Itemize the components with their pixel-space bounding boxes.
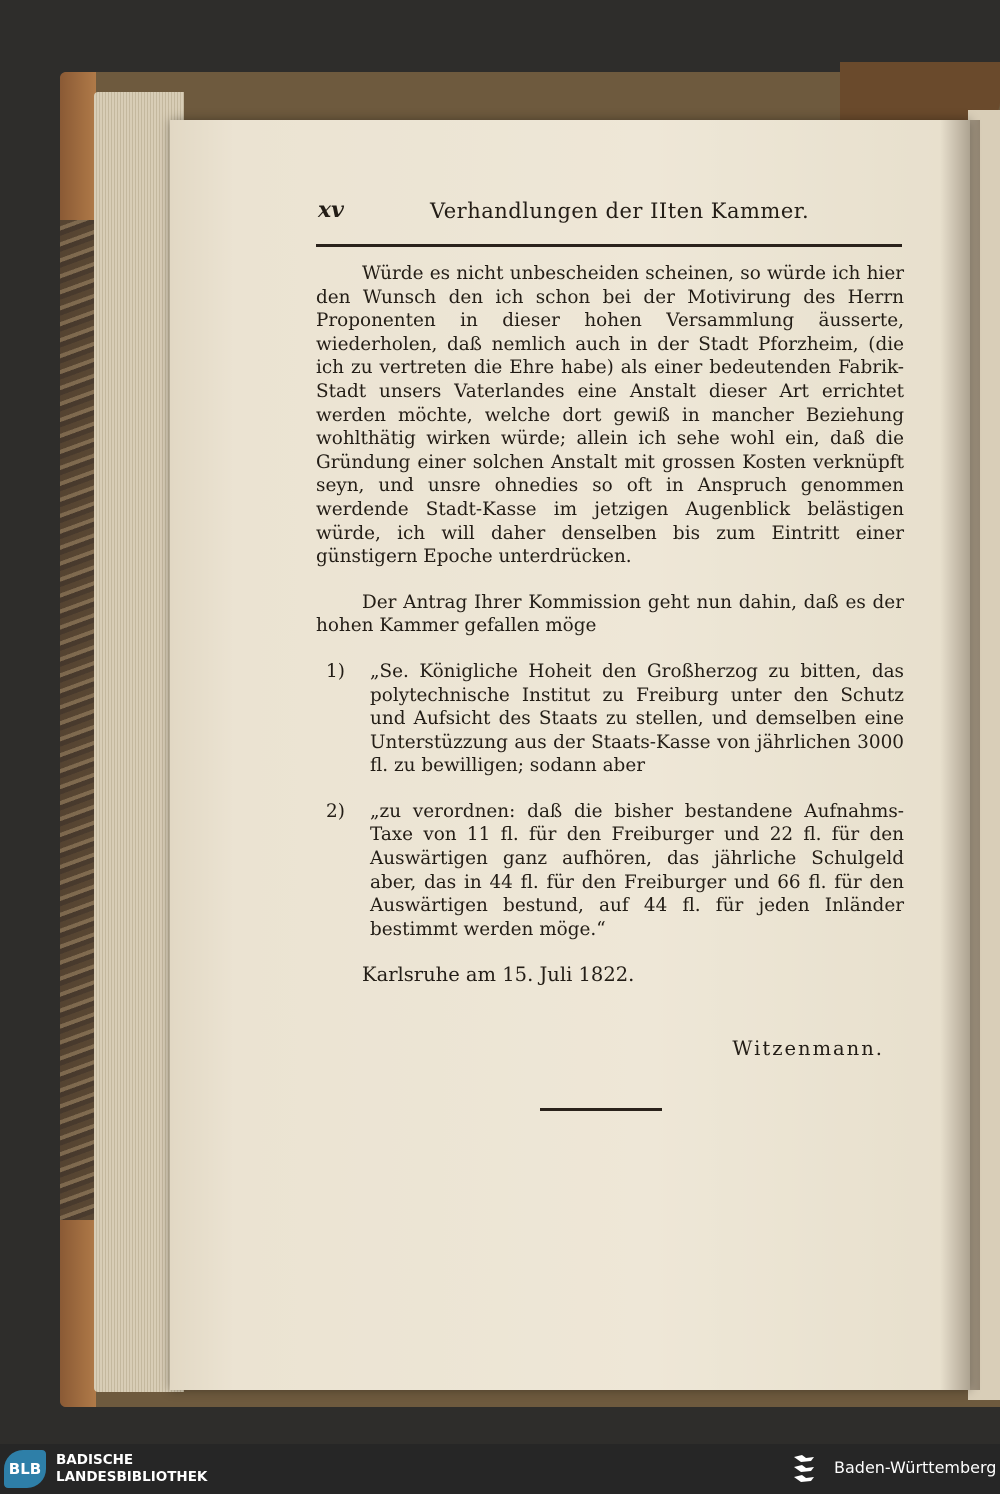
item-text: „Se. Königliche Hoheit den Großherzog zu bitten, das polytechnische Institut zu Freiburg unter den Schutz und Aufsicht des Staats zu stellen, und demselben eine Unterstüzzung aus der Staats-Kasse von jährlichen 3000 fl. zu bewilligen; sodann aber <box>370 660 904 777</box>
marbled-board <box>60 220 98 1220</box>
item-text: „zu verordnen: daß die bisher bestandene Aufnahms-Taxe von 11 fl. für den Freiburger und 22 fl. für den Auswärtigen ganz aufhören, das jährliche Schulgeld aber, das in 44 fl. für den Freiburger und 66 fl. für den Auswärtigen bestund, auf 44 fl. für jeden Inländer bestimmt werden möge.“ <box>370 800 904 940</box>
closing-rule <box>540 1108 662 1111</box>
baden-wuerttemberg-lions-icon <box>790 1451 820 1487</box>
signature: Witzenmann. <box>732 1037 884 1061</box>
list-item <box>316 800 904 942</box>
library-name-line-1: BADISCHE <box>56 1452 134 1468</box>
item-number: 2) <box>326 800 345 822</box>
page-body <box>316 262 904 1061</box>
paragraph: Der Antrag Ihrer Kommission geht nun dahin, daß es der hohen Kammer gefallen möge <box>316 591 904 637</box>
list-item <box>316 660 904 778</box>
library-name[interactable] <box>56 1452 207 1486</box>
header-rule <box>316 244 902 247</box>
library-name-line-2: LANDESBIBLIOTHEK <box>56 1469 208 1485</box>
page-number: xv <box>318 197 344 223</box>
running-head <box>318 197 908 237</box>
blb-logo[interactable]: BLB <box>4 1450 46 1488</box>
item-number: 1) <box>326 660 345 682</box>
place-date: Karlsruhe am 15. Juli 1822. <box>362 963 635 987</box>
paragraph: Würde es nicht unbescheiden scheinen, so würde ich hier den Wunsch den ich schon bei der Motivirung des Herrn Proponenten in dieser hohen Versammlung äusserte, wiederholen, daß nemlich auch in der Stadt Pforzheim, (die ich zu vertreten die Ehre habe) als einer bedeutenden Fabrik-Stadt unsers Vaterlandes eine Anstalt dieser Art errichtet werden möchte, welche dort gewiß in mancher Beziehung wohlthätig wirken würde; allein ich sehe wohl ein, daß die Gründung einer solchen Anstalt mit grossen Kosten verknüpft seyn, und unsre ohnedies so oft in Anspruch genommen werdende Stadt-Kasse im jetzigen Augenblick belästigen würde, ich will daher denselben bis zum Eintritt einer günstigern Epoche unterdrücken. <box>316 263 904 568</box>
footer-bar <box>0 1444 1000 1494</box>
running-title: Verhandlungen der IIten Kammer. <box>430 199 810 223</box>
gutter-shadow <box>940 120 980 1390</box>
state-name[interactable]: Baden-Württemberg <box>834 1458 997 1477</box>
